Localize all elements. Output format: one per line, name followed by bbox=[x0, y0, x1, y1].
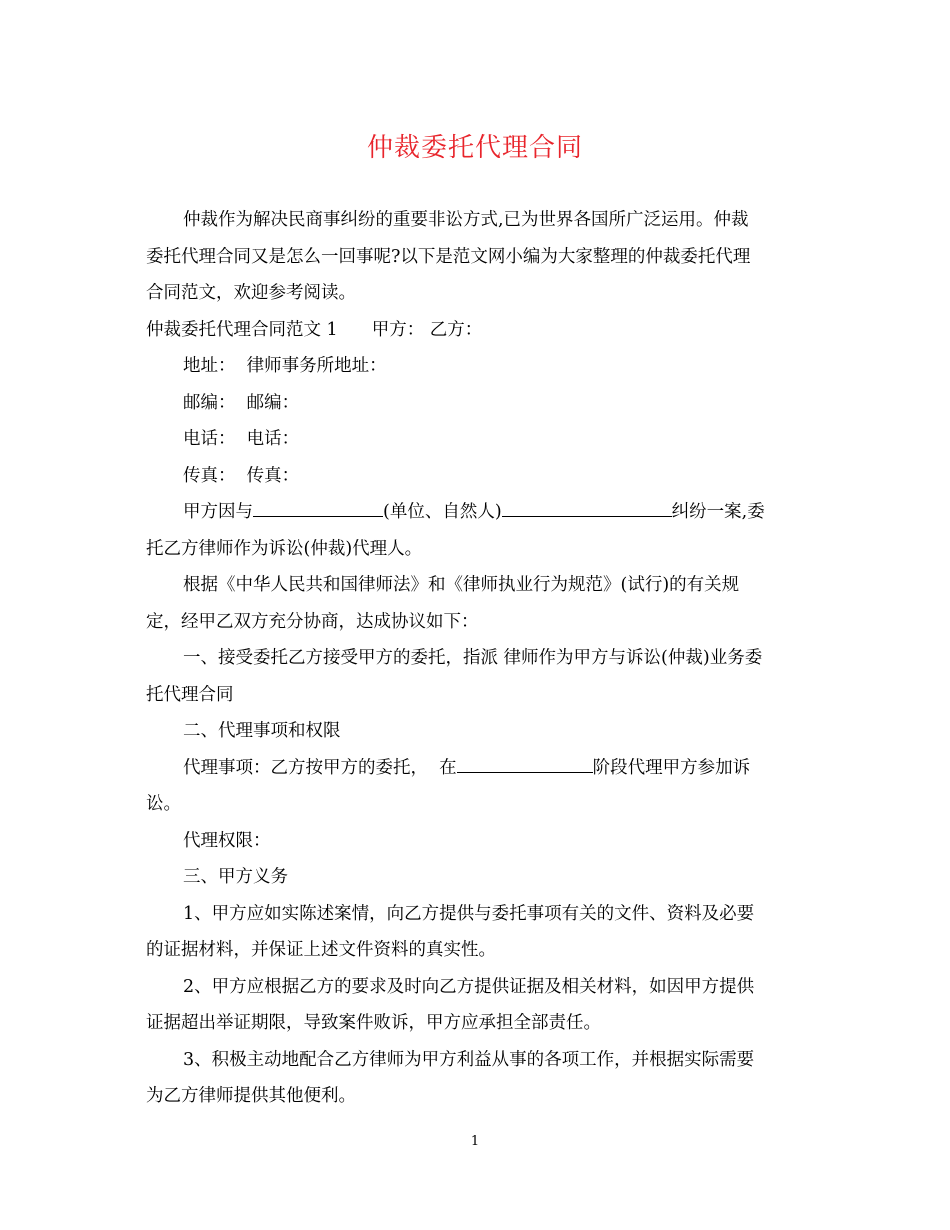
phone-row bbox=[146, 421, 806, 458]
duty-3-line-1: 3、积极主动地配合乙方律师为甲方利益从事的各项工作，并根据实际需要 bbox=[183, 1049, 755, 1070]
blank-field-stage[interactable] bbox=[457, 754, 593, 773]
dispute-text-3: 纠纷一案,委 bbox=[671, 502, 765, 522]
dispute-line-2: 托乙方律师作为诉讼(仲裁)代理人。 bbox=[146, 538, 423, 559]
dispute-paragraph bbox=[146, 494, 806, 567]
clause-1-line-2: 托代理合同 bbox=[146, 684, 234, 705]
dispute-text-2: (单位、自然人) bbox=[383, 502, 502, 522]
party-a-label: 甲方： bbox=[371, 319, 425, 340]
duty-1-paragraph bbox=[146, 896, 806, 969]
clause-1-paragraph bbox=[146, 640, 806, 713]
basis-line-2: 定，经甲乙双方充分协商，达成协议如下： bbox=[146, 611, 479, 632]
sample-heading: 仲裁委托代理合同范文 1 bbox=[146, 319, 338, 340]
agency-matters-paragraph bbox=[146, 750, 806, 823]
duty-1-line-2: 的证据材料，并保证上述文件资料的真实性。 bbox=[146, 940, 496, 960]
agency-authority: 代理权限： bbox=[183, 830, 271, 851]
agency-matters-text-2: 阶段代理甲方参加诉 bbox=[592, 757, 751, 778]
duty-3-paragraph bbox=[146, 1042, 806, 1115]
postcode-row bbox=[146, 385, 806, 422]
intro-line-2: 委托代理合同又是怎么一回事呢?以下是范文网小编为大家整理的仲裁委托代理 bbox=[146, 246, 751, 267]
intro-line-3: 合同范文，欢迎参考阅读。 bbox=[146, 283, 356, 303]
blank-field-party[interactable] bbox=[253, 498, 383, 517]
dispute-text-1: 甲方因与 bbox=[183, 502, 253, 522]
document-title: 仲裁委托代理合同 bbox=[366, 133, 583, 163]
duty-3-line-2: 为乙方律师提供其他便利。 bbox=[146, 1086, 356, 1106]
duty-2-line-1: 2、甲方应根据乙方的要求及时向乙方提供证据及相关材料，如因甲方提供 bbox=[183, 976, 755, 997]
document-body bbox=[146, 202, 806, 1115]
clause-2-heading-row bbox=[146, 713, 806, 750]
sample-heading-line bbox=[146, 312, 806, 349]
fax-line: 传真： 传真： bbox=[183, 465, 300, 486]
intro-paragraph bbox=[146, 202, 806, 312]
duty-2-paragraph bbox=[146, 969, 806, 1042]
agency-matters-text-1: 代理事项：乙方按甲方的委托， 在 bbox=[183, 757, 457, 778]
basis-line-1: 根据《中华人民共和国律师法》和《律师执业行为规范》(试行)的有关规 bbox=[183, 575, 740, 595]
address-line: 地址： 律师事务所地址： bbox=[183, 356, 387, 376]
postcode-line: 邮编： 邮编： bbox=[183, 392, 300, 413]
agency-authority-row bbox=[146, 823, 806, 860]
party-b-label: 乙方： bbox=[429, 319, 483, 340]
clause-1-line-1: 一、接受委托乙方接受甲方的委托，指派 律师作为甲方与诉讼(仲裁)业务委 bbox=[183, 648, 763, 668]
duty-1-line-1: 1、甲方应如实陈述案情，向乙方提供与委托事项有关的文件、资料及必要 bbox=[183, 903, 755, 924]
duty-2-line-2: 证据超出举证期限，导致案件败诉，甲方应承担全部责任。 bbox=[146, 1013, 601, 1033]
clause-2-heading: 二、代理事项和权限 bbox=[183, 721, 341, 741]
clause-3-heading-row bbox=[146, 859, 806, 896]
address-row bbox=[146, 348, 806, 385]
basis-paragraph bbox=[146, 567, 806, 640]
page-number: 1 bbox=[470, 1134, 480, 1149]
agency-matters-line-2: 讼。 bbox=[146, 794, 181, 814]
intro-line-1: 仲裁作为解决民商事纠纷的重要非讼方式,已为世界各国所广泛运用。仲裁 bbox=[183, 210, 749, 230]
fax-row bbox=[146, 458, 806, 495]
clause-3-heading: 三、甲方义务 bbox=[183, 867, 288, 887]
blank-field-dispute[interactable] bbox=[502, 498, 672, 517]
phone-line: 电话： 电话： bbox=[183, 429, 300, 449]
